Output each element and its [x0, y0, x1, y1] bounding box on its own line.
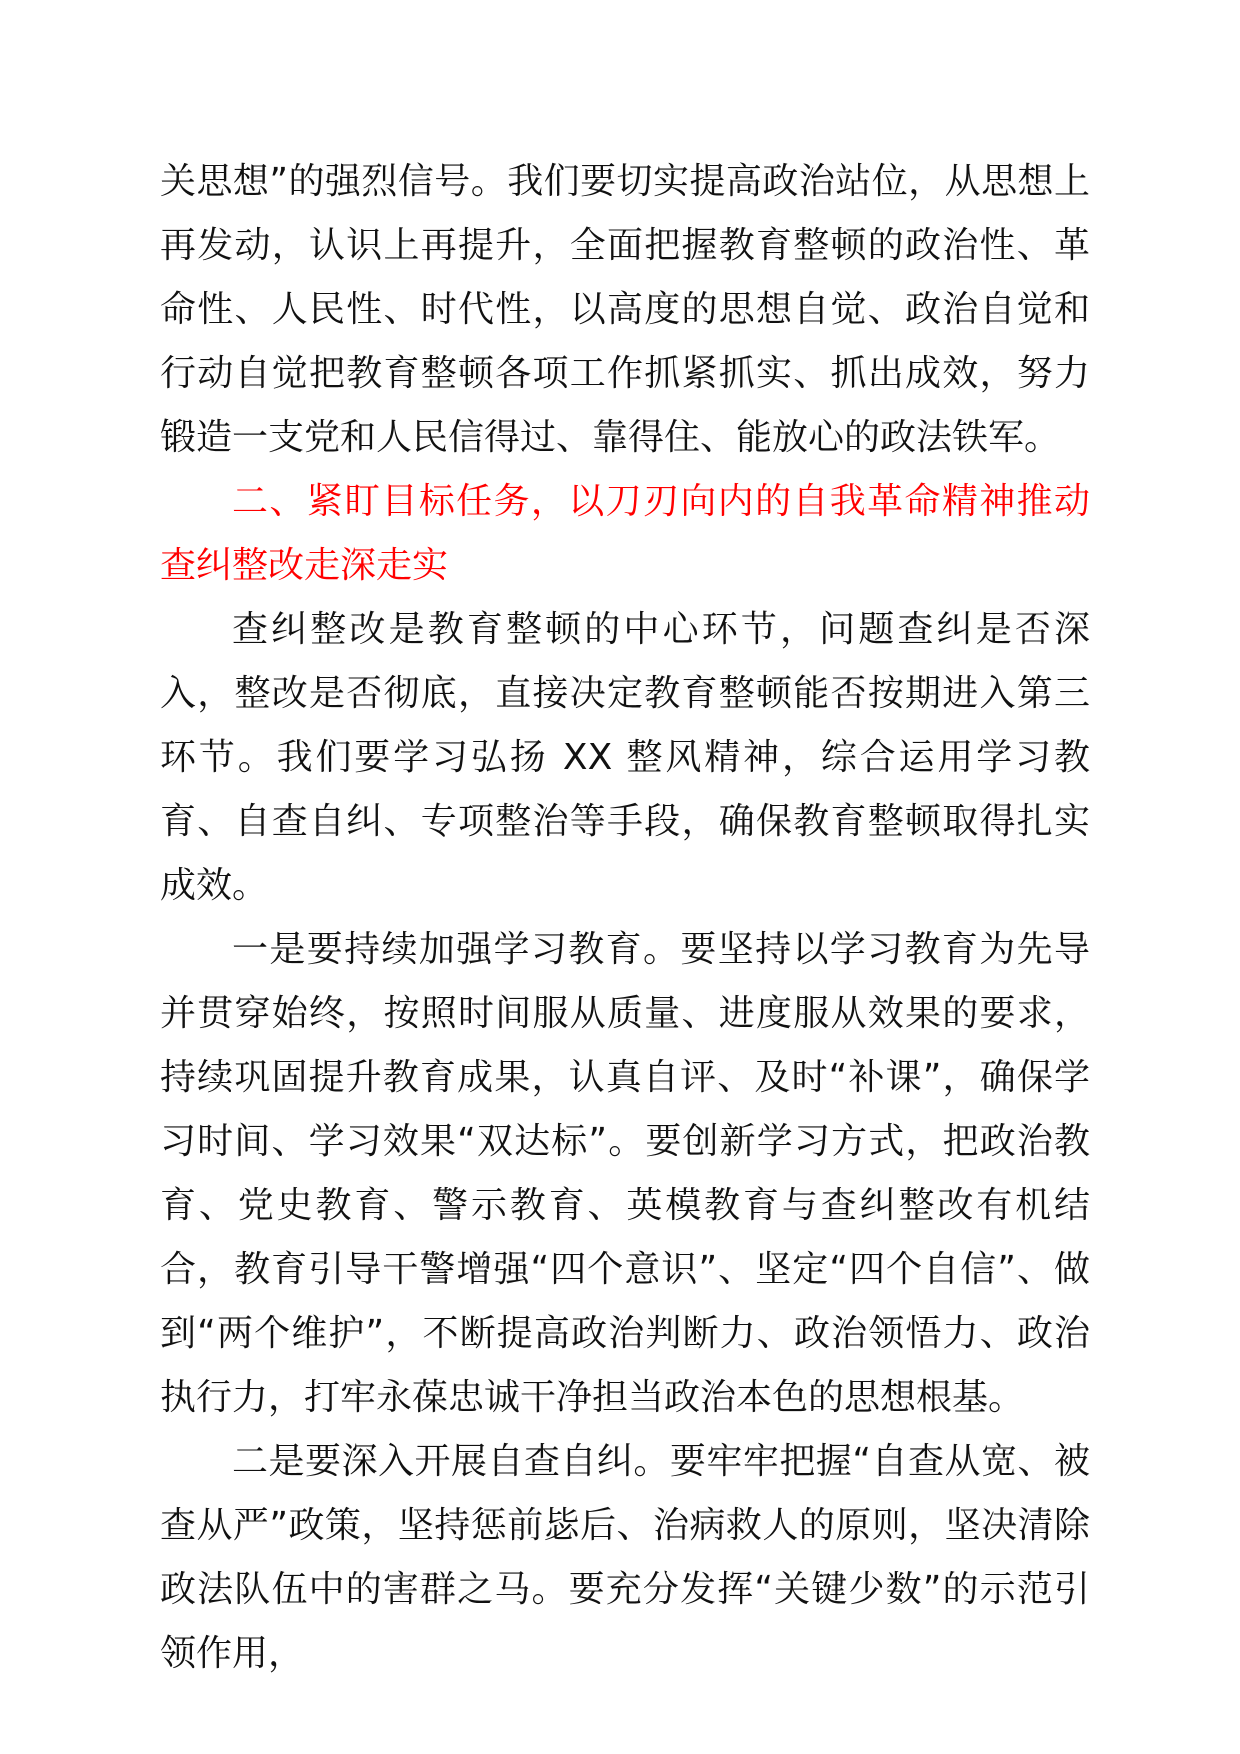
document-body [160, 150, 1090, 1686]
section-heading: 二、紧盯目标任务，以刀刃向内的自我革命精神推动查纠整改走深走实 [160, 481, 1090, 586]
paragraph-intro: 查纠整改是教育整顿的中心环节，问题查纠是否深入，整改是否彻底，直接决定教育整顿能否按期进入第三环节。我们要学习弘扬 XX 整风精神，综合运用学习教育、自查自纠、专项整治等手段，确保教育整顿取得扎实成效。 [160, 609, 1090, 906]
paragraph-study-education: 一是要持续加强学习教育。要坚持以学习教育为先导并贯穿始终，按照时间服从质量、进度服从效果的要求，持续巩固提升教育成果，认真自评、及时“补课”，确保学习时间、学习效果“双达标”。要创新学习方式，把政治教育、党史教育、警示教育、英模教育与查纠整改有机结合，教育引导干警增强“四个意识”、坚定“四个自信”、做到“两个维护”，不断提高政治判断力、政治领悟力、政治执行力，打牢永葆忠诚干净担当政治本色的思想根基。 [160, 929, 1090, 1418]
paragraph-self-inspection: 二是要深入开展自查自纠。要牢牢把握“自查从宽、被查从严”政策，坚持惩前毖后、治病救人的原则，坚决清除政法队伍中的害群之马。要充分发挥“关键少数”的示范引领作用， [160, 1441, 1090, 1674]
paragraph-continuation: 关思想”的强烈信号。我们要切实提高政治站位，从思想上再发动，认识上再提升，全面把握教育整顿的政治性、革命性、人民性、时代性，以高度的思想自觉、政治自觉和行动自觉把教育整顿各项工作抓紧抓实、抓出成效，努力锻造一支党和人民信得过、靠得住、能放心的政法铁军。 [160, 161, 1090, 458]
